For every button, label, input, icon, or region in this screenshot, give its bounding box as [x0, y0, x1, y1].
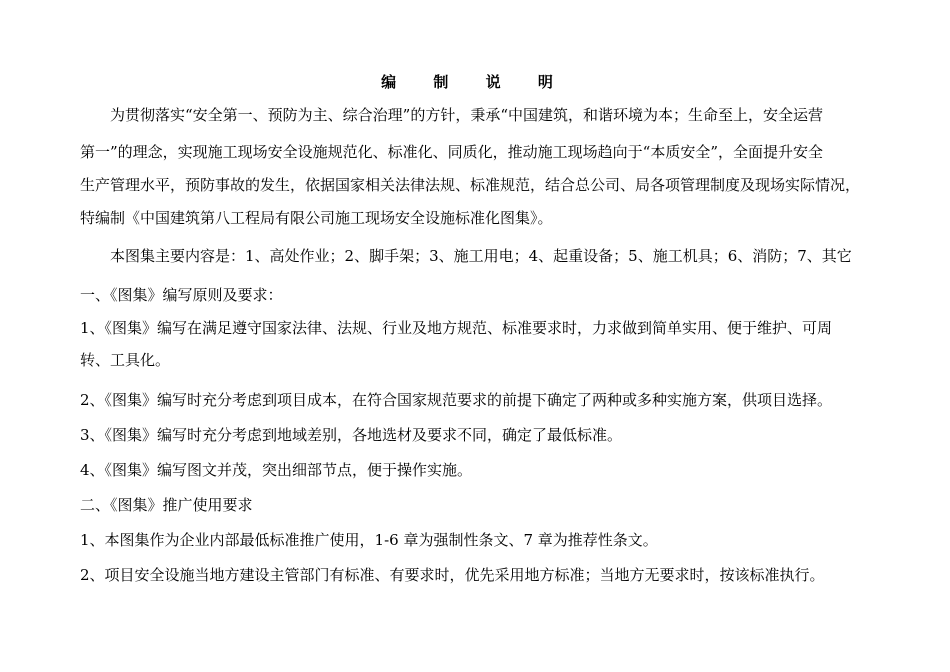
- section1-item-3: 3、《图集》编写时充分考虑到地域差别，各地选材及要求不同，确定了最低标准。: [80, 426, 623, 444]
- contents-line: 本图集主要内容是：1、高处作业；2、脚手架；3、施工用电；4、起重设备；5、施工机具；6、消防；7、其它: [110, 247, 852, 265]
- section1-item-4: 4、《图集》编写图文并茂，突出细部节点，便于操作实施。: [80, 461, 473, 479]
- section1-item-1a: 1、《图集》编写在满足遵守国家法律、法规、行业及地方规范、标准要求时，力求做到简单实用、便于维护、可周: [80, 319, 833, 337]
- section1-item-2: 2、《图集》编写时充分考虑到项目成本，在符合国家规范要求的前提下确定了两种或多种实施方案，供项目选择。: [80, 391, 833, 409]
- section2-heading: 二、《图集》推广使用要求: [80, 496, 253, 514]
- section1-item-1b: 转、工具化。: [80, 351, 171, 369]
- intro-line-4: 特编制《中国建筑第八工程局有限公司施工现场安全设施标准化图集》。: [80, 209, 553, 227]
- intro-line-1: 为贯彻落实“安全第一、预防为主、综合治理”的方针，秉承“中国建筑，和谐环境为本；生命至上，安全运营: [110, 106, 824, 124]
- document-title: 编 制 说 明: [381, 73, 569, 91]
- intro-line-3: 生产管理水平，预防事故的发生，依据国家相关法律法规、标准规范，结合总公司、局各项管理制度及现场实际情况，: [80, 176, 861, 194]
- intro-line-2: 第一”的理念，实现施工现场安全设施规范化、标准化、同质化，推动施工现场趋向于“本质安全”，全面提升安全: [80, 143, 824, 161]
- section2-item-2: 2、项目安全设施当地方建设主管部门有标准、有要求时，优先采用地方标准；当地方无要求时，按该标准执行。: [80, 566, 825, 584]
- section2-item-1: 1、本图集作为企业内部最低标准推广使用，1-6 章为强制性条文、7 章为推荐性条文。: [80, 531, 658, 549]
- section1-heading: 一、《图集》编写原则及要求：: [80, 286, 283, 304]
